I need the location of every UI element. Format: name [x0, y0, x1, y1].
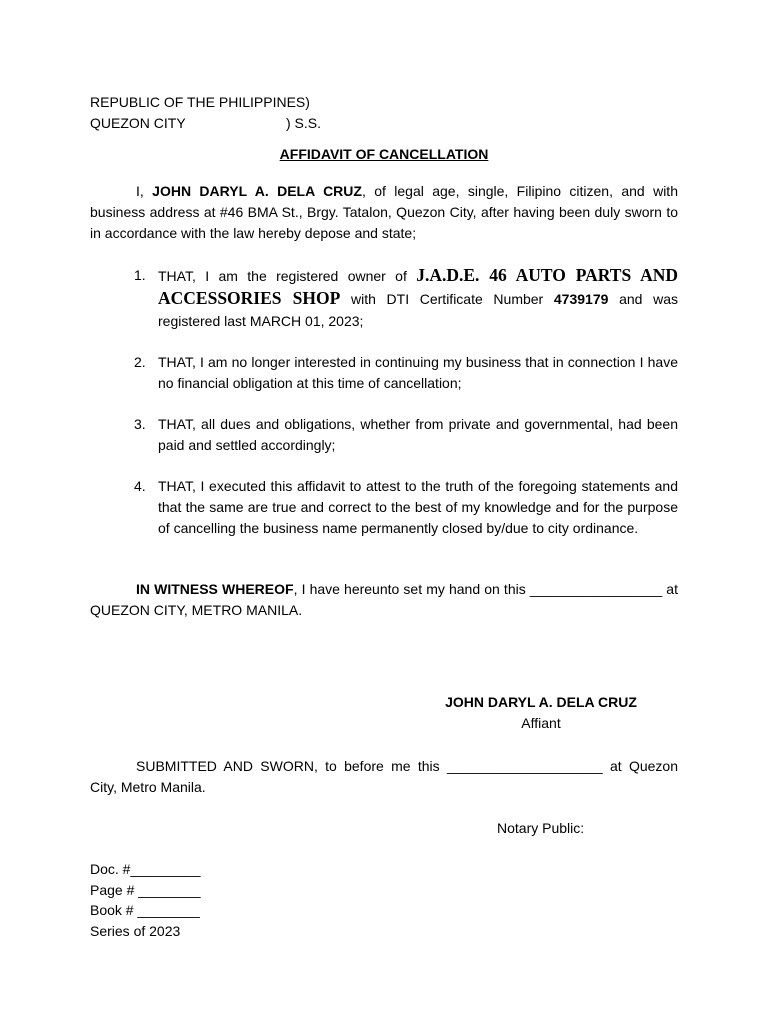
statement-number: 2. [134, 354, 146, 370]
statement-text: THAT, all dues and obligations, whether from private and governmental, had been paid and settled accordingly; [158, 416, 678, 453]
statement-item [134, 414, 678, 456]
statement-item [134, 352, 678, 394]
statement-item [134, 476, 678, 539]
signature-role: Affiant [521, 715, 561, 731]
document-title: AFFIDAVIT OF CANCELLATION [279, 146, 489, 162]
statement-tail: and was registered last MARCH 01, 2023; [158, 291, 678, 329]
notary-label: Notary Public: [497, 820, 585, 836]
statement-text: THAT, I am no longer interested in continuing my business that in connection I have no financial obligation at this time of cancellation; [158, 354, 678, 391]
venue-city: QUEZON CITY [90, 115, 186, 131]
statement-mid: with DTI Certificate Number [340, 291, 554, 307]
statement-item [134, 264, 678, 332]
statement-number: 3. [134, 416, 146, 432]
statement-number: 1. [134, 267, 146, 283]
doc-number: Doc. #_________ [90, 861, 201, 877]
series-year: Series of 2023 [90, 922, 181, 939]
venue-block [90, 92, 678, 134]
witness-paragraph [90, 579, 678, 621]
signature-name: JOHN DARYL A. DELA CRUZ [445, 694, 637, 710]
statement-text: THAT, I executed this affidavit to attest to the truth of the foregoing statements and that the same are true and correct to the best of my knowledge and for the purpose of cancelling the business name permanently closed by/due to city ordinance. [158, 478, 678, 536]
statements-list [90, 264, 678, 539]
book-number: Book # ________ [90, 902, 200, 918]
page-number: Page # ________ [90, 881, 201, 898]
document-numbers [90, 859, 678, 941]
intro-paragraph [90, 181, 678, 244]
statement-lead: THAT, I am the registered owner of [158, 268, 417, 284]
venue-ss: ) S.S. [286, 115, 322, 131]
affidavit-page [90, 92, 678, 941]
business-name: J.A.D.E. 46 AUTO PARTS AND ACCESSORIES SHOP [158, 265, 678, 308]
intro-affiant-name: JOHN DARYL A. DELA CRUZ [152, 183, 362, 199]
statement-number: 4. [134, 478, 146, 494]
venue-city-row [90, 113, 678, 134]
intro-prefix: I, [136, 183, 153, 199]
statement-text [158, 264, 678, 332]
intro-rest: , of legal age, single, Filipino citizen, and with business address at #46 BMA St., Brgy. Tatalon, Quezon City, after having been duly sworn to in accordance with the law hereby depose and state; [90, 183, 678, 241]
sworn-paragraph: SUBMITTED AND SWORN, to before me this ____________________ at Quezon City, Metro Manila. [90, 758, 678, 795]
witness-bold: IN WITNESS WHEREOF [136, 581, 294, 597]
witness-text: , I have hereunto set my hand on this _________________ at QUEZON CITY, METRO MANILA. [90, 581, 678, 618]
venue-republic: REPUBLIC OF THE PHILIPPINES) [90, 94, 310, 110]
signature-block [396, 692, 686, 734]
dti-number: 4739179 [553, 291, 609, 307]
